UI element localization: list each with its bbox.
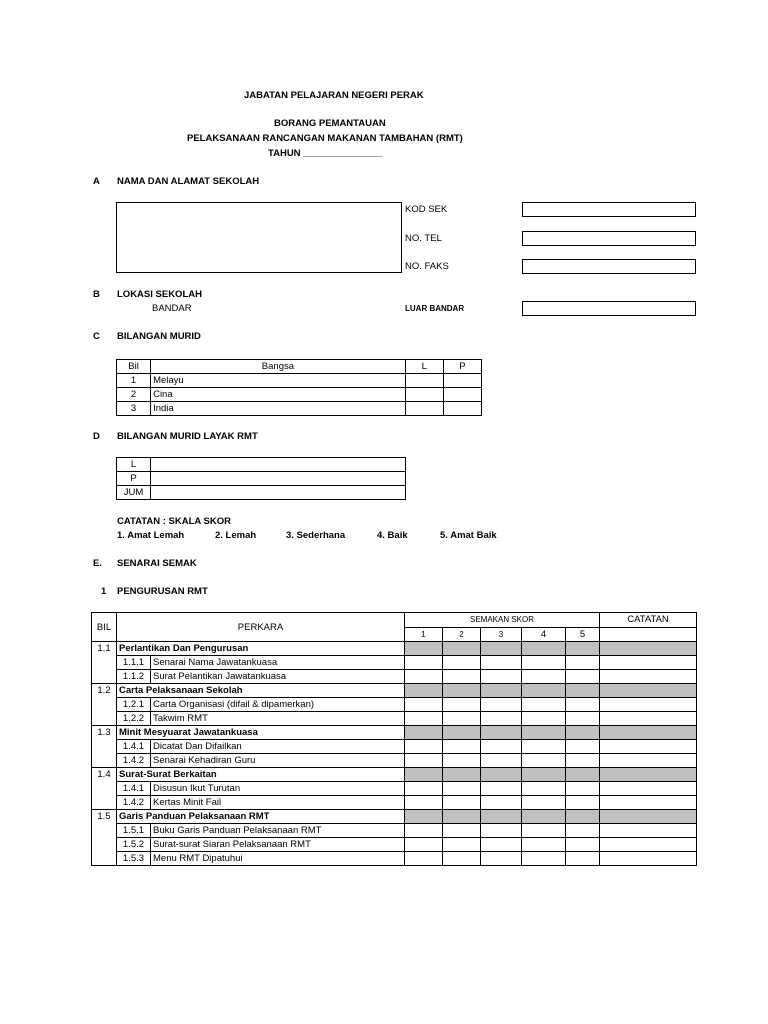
score-cell-2[interactable]	[443, 670, 481, 684]
bandar-label: BANDAR	[152, 303, 192, 314]
row-label: L	[117, 458, 151, 472]
item-text: Surat-surat Siaran Pelaksanaan RMT	[151, 838, 405, 852]
group-title: Garis Panduan Pelaksanaan RMT	[117, 810, 405, 824]
kod-sek-field[interactable]	[522, 202, 696, 217]
item-number: 1.4.2	[117, 796, 151, 810]
p-cell[interactable]	[443, 374, 481, 388]
section-d-letter: D	[93, 431, 100, 442]
dept-title: JABATAN PELAJARAN NEGERI PERAK	[244, 90, 424, 101]
score-cell-4[interactable]	[522, 656, 566, 670]
score-cell-4[interactable]	[522, 852, 566, 866]
item-number: 1.1.1	[117, 656, 151, 670]
section-a-letter: A	[93, 176, 100, 187]
score-cell-shaded	[522, 684, 566, 698]
score-cell-1[interactable]	[405, 698, 443, 712]
score-header-3: 3	[481, 627, 522, 642]
score-cell-shaded	[566, 726, 600, 740]
score-cell-3[interactable]	[481, 782, 522, 796]
item-number: 1.1.2	[117, 670, 151, 684]
col-header-perkara: PERKARA	[117, 613, 405, 642]
year-field[interactable]: TAHUN _______________	[268, 148, 383, 159]
item-text: Carta Organisasi (difail & dipamerkan)	[151, 698, 405, 712]
catatan-cell-shaded	[600, 810, 697, 824]
table-row	[92, 796, 697, 810]
catatan-cell[interactable]	[600, 754, 697, 768]
table-row	[92, 740, 697, 754]
score-header-1: 1	[405, 627, 443, 642]
row-bil: 2	[117, 388, 151, 402]
row-bil: 3	[117, 402, 151, 416]
score-header-5: 5	[566, 627, 600, 642]
item-number: 1.4.2	[117, 754, 151, 768]
section-b-letter: B	[93, 289, 100, 300]
score-cell-1[interactable]	[405, 670, 443, 684]
scale-3: 3. Sederhana	[286, 530, 346, 541]
catatan-cell-shaded	[600, 642, 697, 656]
l-cell[interactable]	[405, 374, 443, 388]
score-cell-shaded	[522, 768, 566, 782]
score-cell-4[interactable]	[522, 838, 566, 852]
catatan-cell[interactable]	[600, 824, 697, 838]
section-b-title: LOKASI SEKOLAH	[117, 289, 202, 300]
catatan-header-blank	[600, 627, 697, 642]
score-cell-2[interactable]	[443, 824, 481, 838]
table-row	[92, 838, 697, 852]
murid-layak-table	[116, 457, 406, 500]
item-text: Disusun Ikut Turutan	[151, 782, 405, 796]
group-number: 1.3	[92, 726, 117, 768]
score-cell-shaded	[443, 642, 481, 656]
row-bil: 1	[117, 374, 151, 388]
col-header-bil: BIL	[92, 613, 117, 642]
catatan-cell[interactable]	[600, 670, 697, 684]
group-row	[92, 726, 697, 740]
score-cell-5[interactable]	[566, 670, 600, 684]
no-faks-field[interactable]	[522, 259, 696, 274]
item-text: Surat Pelantikan Jawatankuasa	[151, 670, 405, 684]
score-cell-1[interactable]	[405, 782, 443, 796]
score-cell-2[interactable]	[443, 852, 481, 866]
score-cell-shaded	[443, 726, 481, 740]
score-cell-5[interactable]	[566, 852, 600, 866]
score-cell-2[interactable]	[443, 656, 481, 670]
score-cell-shaded	[405, 768, 443, 782]
subsection-number: 1	[101, 586, 107, 597]
score-cell-4[interactable]	[522, 740, 566, 754]
score-cell-5[interactable]	[566, 796, 600, 810]
table-row	[92, 754, 697, 768]
table-row	[92, 656, 697, 670]
table-row	[92, 712, 697, 726]
score-cell-5[interactable]	[566, 838, 600, 852]
catatan-cell-shaded	[600, 684, 697, 698]
score-cell-3[interactable]	[481, 838, 522, 852]
score-cell-2[interactable]	[443, 796, 481, 810]
group-row	[92, 810, 697, 824]
item-number: 1.5.2	[117, 838, 151, 852]
table-row	[117, 472, 406, 486]
catatan-cell[interactable]	[600, 712, 697, 726]
score-cell-2[interactable]	[443, 754, 481, 768]
row-bangsa: India	[151, 402, 406, 416]
item-number: 1.5.3	[117, 852, 151, 866]
score-cell-shaded	[443, 810, 481, 824]
score-cell-shaded	[443, 684, 481, 698]
item-number: 1.2.2	[117, 712, 151, 726]
score-cell-1[interactable]	[405, 754, 443, 768]
catatan-cell[interactable]	[600, 740, 697, 754]
score-cell-3[interactable]	[481, 698, 522, 712]
catatan-cell[interactable]	[600, 782, 697, 796]
score-cell-shaded	[443, 768, 481, 782]
group-row	[92, 642, 697, 656]
score-cell-1[interactable]	[405, 656, 443, 670]
table-row	[92, 698, 697, 712]
score-header-4: 4	[522, 627, 566, 642]
group-row	[92, 768, 697, 782]
row-label: JUM	[117, 486, 151, 500]
col-header-semakan-skor: SEMAKAN SKOR	[405, 613, 600, 628]
table-row	[92, 824, 697, 838]
group-title: Minit Mesyuarat Jawatankuasa	[117, 726, 405, 740]
value-cell[interactable]	[151, 472, 406, 486]
table-row	[117, 402, 482, 416]
group-title: Carta Pelaksanaan Sekolah	[117, 684, 405, 698]
score-cell-3[interactable]	[481, 740, 522, 754]
score-cell-shaded	[522, 642, 566, 656]
score-cell-shaded	[566, 810, 600, 824]
section-c-letter: C	[93, 331, 100, 342]
value-cell[interactable]	[151, 458, 406, 472]
form-title: BORANG PEMANTAUAN	[274, 118, 386, 129]
item-number: 1.4.1	[117, 782, 151, 796]
section-c-title: BILANGAN MURID	[117, 331, 201, 342]
scale-2: 2. Lemah	[215, 530, 257, 541]
score-cell-1[interactable]	[405, 838, 443, 852]
catatan-cell[interactable]	[600, 796, 697, 810]
item-number: 1.4.1	[117, 740, 151, 754]
item-number: 1.2.1	[117, 698, 151, 712]
group-title: Surat-Surat Berkaitan	[117, 768, 405, 782]
score-cell-shaded	[566, 642, 600, 656]
score-cell-3[interactable]	[481, 824, 522, 838]
scale-4: 4. Baik	[377, 530, 408, 541]
kod-sek-label: KOD SEK	[405, 204, 448, 215]
group-number: 1.4	[92, 768, 117, 810]
score-cell-2[interactable]	[443, 712, 481, 726]
group-row	[92, 684, 697, 698]
score-cell-shaded	[522, 810, 566, 824]
item-text: Menu RMT Dipatuhui	[151, 852, 405, 866]
score-cell-shaded	[481, 726, 522, 740]
item-text: Kertas Minit Fail	[151, 796, 405, 810]
score-cell-1[interactable]	[405, 824, 443, 838]
item-number: 1.5.1	[117, 824, 151, 838]
scale-1: 1. Amat Lemah	[117, 530, 185, 541]
subsection-title: PENGURUSAN RMT	[117, 586, 208, 597]
score-cell-3[interactable]	[481, 712, 522, 726]
score-cell-1[interactable]	[405, 796, 443, 810]
score-cell-shaded	[481, 642, 522, 656]
score-cell-3[interactable]	[481, 796, 522, 810]
score-cell-1[interactable]	[405, 712, 443, 726]
item-text: Buku Garis Panduan Pelaksanaan RMT	[151, 824, 405, 838]
catatan-cell[interactable]	[600, 656, 697, 670]
catatan-cell[interactable]	[600, 838, 697, 852]
col-header-p: P	[443, 360, 481, 374]
score-cell-shaded	[481, 684, 522, 698]
luar-bandar-label: LUAR BANDAR	[405, 304, 465, 313]
section-e-title: SENARAI SEMAK	[117, 558, 197, 569]
bilangan-murid-table	[116, 359, 482, 416]
score-cell-3[interactable]	[481, 670, 522, 684]
score-cell-shaded	[405, 642, 443, 656]
table-row	[92, 670, 697, 684]
score-cell-shaded	[405, 810, 443, 824]
table-row	[117, 458, 406, 472]
p-cell[interactable]	[443, 402, 481, 416]
catatan-cell[interactable]	[600, 852, 697, 866]
score-cell-4[interactable]	[522, 782, 566, 796]
score-cell-4[interactable]	[522, 698, 566, 712]
group-number: 1.5	[92, 810, 117, 866]
score-cell-shaded	[522, 726, 566, 740]
score-cell-1[interactable]	[405, 740, 443, 754]
score-cell-5[interactable]	[566, 712, 600, 726]
score-cell-5[interactable]	[566, 698, 600, 712]
catatan-cell-shaded	[600, 768, 697, 782]
score-cell-5[interactable]	[566, 824, 600, 838]
catatan-title: CATATAN : SKALA SKOR	[117, 516, 231, 527]
group-number: 1.2	[92, 684, 117, 726]
row-label: P	[117, 472, 151, 486]
col-header-l: L	[405, 360, 443, 374]
score-cell-4[interactable]	[522, 670, 566, 684]
score-cell-shaded	[405, 684, 443, 698]
score-cell-3[interactable]	[481, 852, 522, 866]
score-cell-4[interactable]	[522, 796, 566, 810]
item-text: Senarai Nama Jawatankuasa	[151, 656, 405, 670]
col-header-bangsa: Bangsa	[151, 360, 406, 374]
score-cell-2[interactable]	[443, 740, 481, 754]
score-cell-4[interactable]	[522, 824, 566, 838]
item-text: Dicatat Dan Difailkan	[151, 740, 405, 754]
luar-bandar-field[interactable]	[522, 301, 696, 316]
l-cell[interactable]	[405, 388, 443, 402]
score-cell-3[interactable]	[481, 656, 522, 670]
score-cell-shaded	[405, 726, 443, 740]
row-bangsa: Cina	[151, 388, 406, 402]
scale-5: 5. Amat Baik	[440, 530, 497, 541]
score-cell-5[interactable]	[566, 656, 600, 670]
score-cell-4[interactable]	[522, 712, 566, 726]
score-cell-4[interactable]	[522, 754, 566, 768]
item-text: Takwim RMT	[151, 712, 405, 726]
score-cell-5[interactable]	[566, 782, 600, 796]
section-e-letter: E.	[93, 558, 102, 569]
value-cell[interactable]	[151, 486, 406, 500]
group-title: Perlantikan Dan Pengurusan	[117, 642, 405, 656]
item-text: Senarai Kehadiran Guru	[151, 754, 405, 768]
l-cell[interactable]	[405, 402, 443, 416]
score-cell-5[interactable]	[566, 740, 600, 754]
senarai-semak-table	[91, 612, 697, 866]
col-header-bil: Bil	[117, 360, 151, 374]
score-cell-2[interactable]	[443, 782, 481, 796]
score-cell-1[interactable]	[405, 852, 443, 866]
table-row	[92, 782, 697, 796]
catatan-cell[interactable]	[600, 698, 697, 712]
score-cell-2[interactable]	[443, 838, 481, 852]
form-subtitle: PELAKSANAAN RANCANGAN MAKANAN TAMBAHAN (RMT)	[187, 133, 463, 144]
row-bangsa: Melayu	[151, 374, 406, 388]
p-cell[interactable]	[443, 388, 481, 402]
table-row	[117, 388, 482, 402]
school-name-address-box[interactable]	[116, 202, 402, 273]
score-cell-shaded	[566, 768, 600, 782]
section-a-title: NAMA DAN ALAMAT SEKOLAH	[117, 176, 260, 187]
table-row	[92, 852, 697, 866]
catatan-cell-shaded	[600, 726, 697, 740]
no-tel-label: NO. TEL	[405, 233, 442, 244]
no-tel-field[interactable]	[522, 231, 696, 246]
score-cell-2[interactable]	[443, 698, 481, 712]
table-row	[117, 374, 482, 388]
score-cell-shaded	[481, 810, 522, 824]
table-row	[117, 486, 406, 500]
score-cell-shaded	[566, 684, 600, 698]
score-cell-shaded	[481, 768, 522, 782]
score-header-2: 2	[443, 627, 481, 642]
col-header-catatan: CATATAN	[600, 613, 697, 628]
group-number: 1.1	[92, 642, 117, 684]
no-faks-label: NO. FAKS	[405, 261, 449, 272]
score-cell-5[interactable]	[566, 754, 600, 768]
score-cell-3[interactable]	[481, 754, 522, 768]
section-d-title: BILANGAN MURID LAYAK RMT	[117, 431, 258, 442]
